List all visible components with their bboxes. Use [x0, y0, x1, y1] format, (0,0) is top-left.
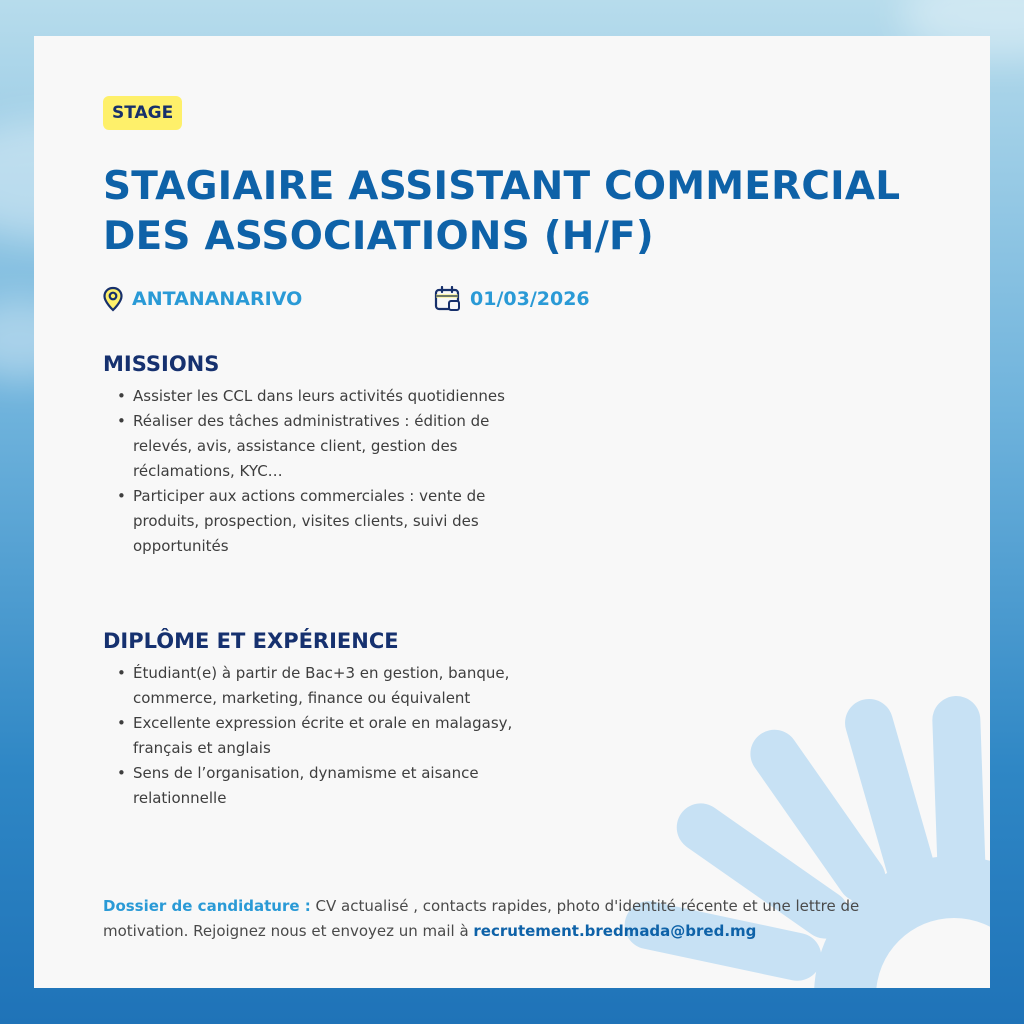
list-item: • Sens de l’organisation, dynamisme et aisance relationnelle — [133, 761, 533, 811]
job-title-line-2: DES ASSOCIATIONS (H/F) — [103, 214, 654, 259]
job-type-badge: STAGE — [103, 96, 182, 130]
job-card — [34, 36, 990, 988]
list-item: • Étudiant(e) à partir de Bac+3 en gestion, banque, commerce, marketing, finance ou équivalent — [133, 661, 533, 711]
email-link[interactable]: recrutement.bredmada@bred.mg — [473, 922, 757, 940]
location-pin-icon — [102, 286, 124, 312]
diplome-heading: DIPLÔME ET EXPÉRIENCE — [103, 629, 399, 653]
job-title — [103, 162, 943, 262]
location-text: ANTANANARIVO — [132, 288, 303, 310]
date-info — [434, 286, 590, 312]
list-item: • Excellente expression écrite et orale en malagasy, français et anglais — [133, 711, 533, 761]
list-item: • Assister les CCL dans leurs activités quotidiennes — [133, 384, 533, 409]
calendar-icon — [434, 286, 462, 312]
application-label: Dossier de candidature : — [103, 897, 311, 915]
list-item: • Réaliser des tâches administratives : édition de relevés, avis, assistance client, gestion des réclamations, KYC… — [133, 409, 533, 484]
application-info — [103, 894, 863, 944]
missions-list — [103, 384, 533, 559]
missions-heading: MISSIONS — [103, 352, 220, 376]
list-item: • Participer aux actions commerciales : vente de produits, prospection, visites clients, suivi des opportunités — [133, 484, 533, 559]
job-title-line-1: STAGIAIRE ASSISTANT COMMERCIAL — [103, 164, 901, 209]
application-text: CV actualisé , contacts rapides, photo d'identité récente et une lettre de motivation. Rejoignez nous et envoyez un mail à — [103, 897, 860, 940]
date-text: 01/03/2026 — [470, 288, 590, 310]
diplome-list — [103, 661, 533, 811]
location-info — [102, 286, 302, 312]
